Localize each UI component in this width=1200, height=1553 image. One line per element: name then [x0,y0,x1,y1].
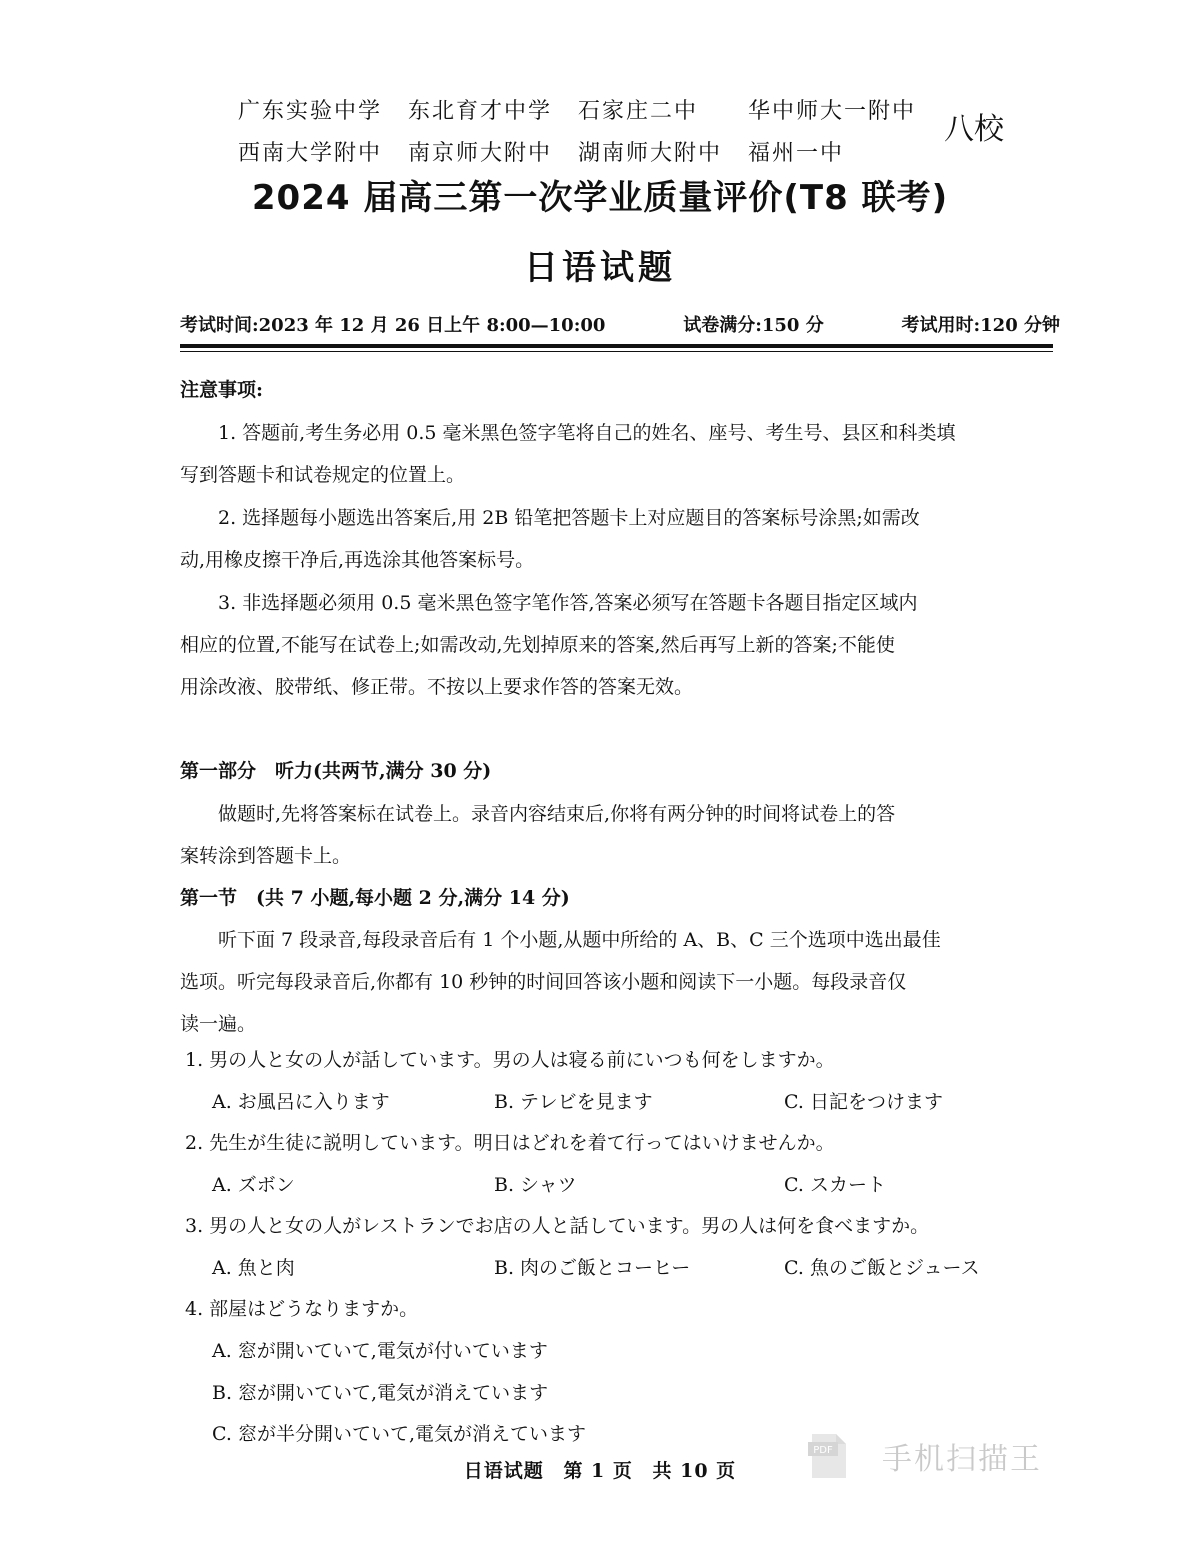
question-3-options [212,1248,1052,1288]
option-a: A. ズボン [212,1174,295,1196]
school-name: 西南大学附中 [238,140,383,166]
header-divider-thin [180,351,1053,352]
notice-item-2-cont: 动,用橡皮擦干净后,再选涂其他答案标号。 [180,549,535,571]
school-row-1 [238,88,938,130]
part1-heading: 第一部分 听力(共两节,满分 30 分) [180,760,492,782]
question-4: 4. 部屋はどうなりますか。 [185,1298,419,1320]
option-c: C. 窓が半分開いていて,電気が消えています [212,1423,586,1445]
notice-item-3: 3. 非选择题必须用 0.5 毫米黑色签字笔作答,答案必须写在答题卡各题目指定区域内 [218,592,918,614]
exam-info-line [180,311,1060,337]
option-a: A. 窓が開いていて,電気が付いています [212,1340,548,1362]
question-3: 3. 男の人と女の人がレストランでお店の人と話しています。男の人は何を食べますか。 [185,1215,930,1237]
notice-item-2: 2. 选择题每小题选出答案后,用 2B 铅笔把答题卡上对应题目的答案标号涂黑;如需改 [218,507,920,529]
notice-item-3-cont: 相应的位置,不能写在试卷上;如需改动,先划掉原来的答案,然后再写上新的答案;不能使 [180,634,895,656]
notice-heading: 注意事项: [180,379,264,401]
option-b: B. 肉のご飯とコーヒー [494,1257,691,1279]
option-b: B. 窓が開いていて,電気が消えています [212,1382,549,1404]
question-2: 2. 先生が生徒に説明しています。明日はどれを着て行ってはいけませんか。 [185,1132,835,1154]
exam-title: 2024 届高三第一次学业质量评价(T8 联考) [251,178,949,218]
school-name: 广东实验中学 [238,98,383,124]
part1-intro: 做题时,先将答案标在试卷上。录音内容结束后,你将有两分钟的时间将试卷上的答 [218,803,896,825]
section1-heading: 第一节 (共 7 小题,每小题 2 分,满分 14 分) [180,887,570,909]
school-name: 福州一中 [748,140,845,166]
option-b: B. シャツ [494,1174,577,1196]
option-b: B. テレビを見ます [494,1091,653,1113]
option-c: C. 日記をつけます [784,1091,943,1113]
question-1-options [212,1082,1052,1122]
option-c: C. スカート [784,1174,886,1196]
notice-item-1: 1. 答题前,考生务必用 0.5 毫米黑色签字笔将自己的姓名、座号、考生号、县区和科类填 [218,422,956,444]
school-row-2 [238,130,938,172]
question-1: 1. 男の人と女の人が話しています。男の人は寝る前にいつも何をしますか。 [185,1049,835,1071]
notice-item-1-cont: 写到答题卡和试卷规定的位置上。 [180,464,466,486]
section1-instructions-cont: 读一遍。 [180,1013,257,1035]
footer-page-number: 第 1 页 [563,1460,633,1482]
full-score: 试卷满分:150 分 [683,315,824,336]
page-footer [0,1456,1200,1483]
footer-total-pages: 共 10 页 [652,1460,737,1482]
part1-intro-cont: 案转涂到答题卡上。 [180,845,352,867]
section1-instructions: 听下面 7 段录音,每段录音后有 1 个小题,从题中所给的 A、B、C 三个选项中选出最佳 [218,929,941,951]
exam-subtitle: 日语试题 [524,248,676,288]
pdf-badge-text: PDF [813,1445,833,1456]
school-name: 石家庄二中 [578,98,699,124]
option-a: A. お風呂に入ります [212,1091,390,1113]
header-divider [180,344,1053,348]
school-name: 东北育才中学 [408,98,553,124]
option-c: C. 魚のご飯とジュース [784,1257,980,1279]
school-name: 南京师大附中 [408,140,553,166]
school-name: 湖南师大附中 [578,140,723,166]
exam-duration: 考试用时:120 分钟 [901,315,1060,336]
section1-instructions-cont: 选项。听完每段录音后,你都有 10 秒钟的时间回答该小题和阅读下一小题。每段录音仅 [180,971,907,993]
eight-schools-badge: 八校 [944,112,1004,147]
exam-time: 考试时间:2023 年 12 月 26 日上午 8:00—10:00 [180,315,606,336]
footer-subject: 日语试题 [463,1460,544,1482]
watermark-text: 手机扫描王 [882,1442,1042,1477]
school-list [238,88,938,172]
question-2-options [212,1165,1052,1205]
notice-item-3-cont: 用涂改液、胶带纸、修正带。不按以上要求作答的答案无效。 [180,676,694,698]
option-a: A. 魚と肉 [212,1257,295,1279]
school-name: 华中师大一附中 [748,98,917,124]
